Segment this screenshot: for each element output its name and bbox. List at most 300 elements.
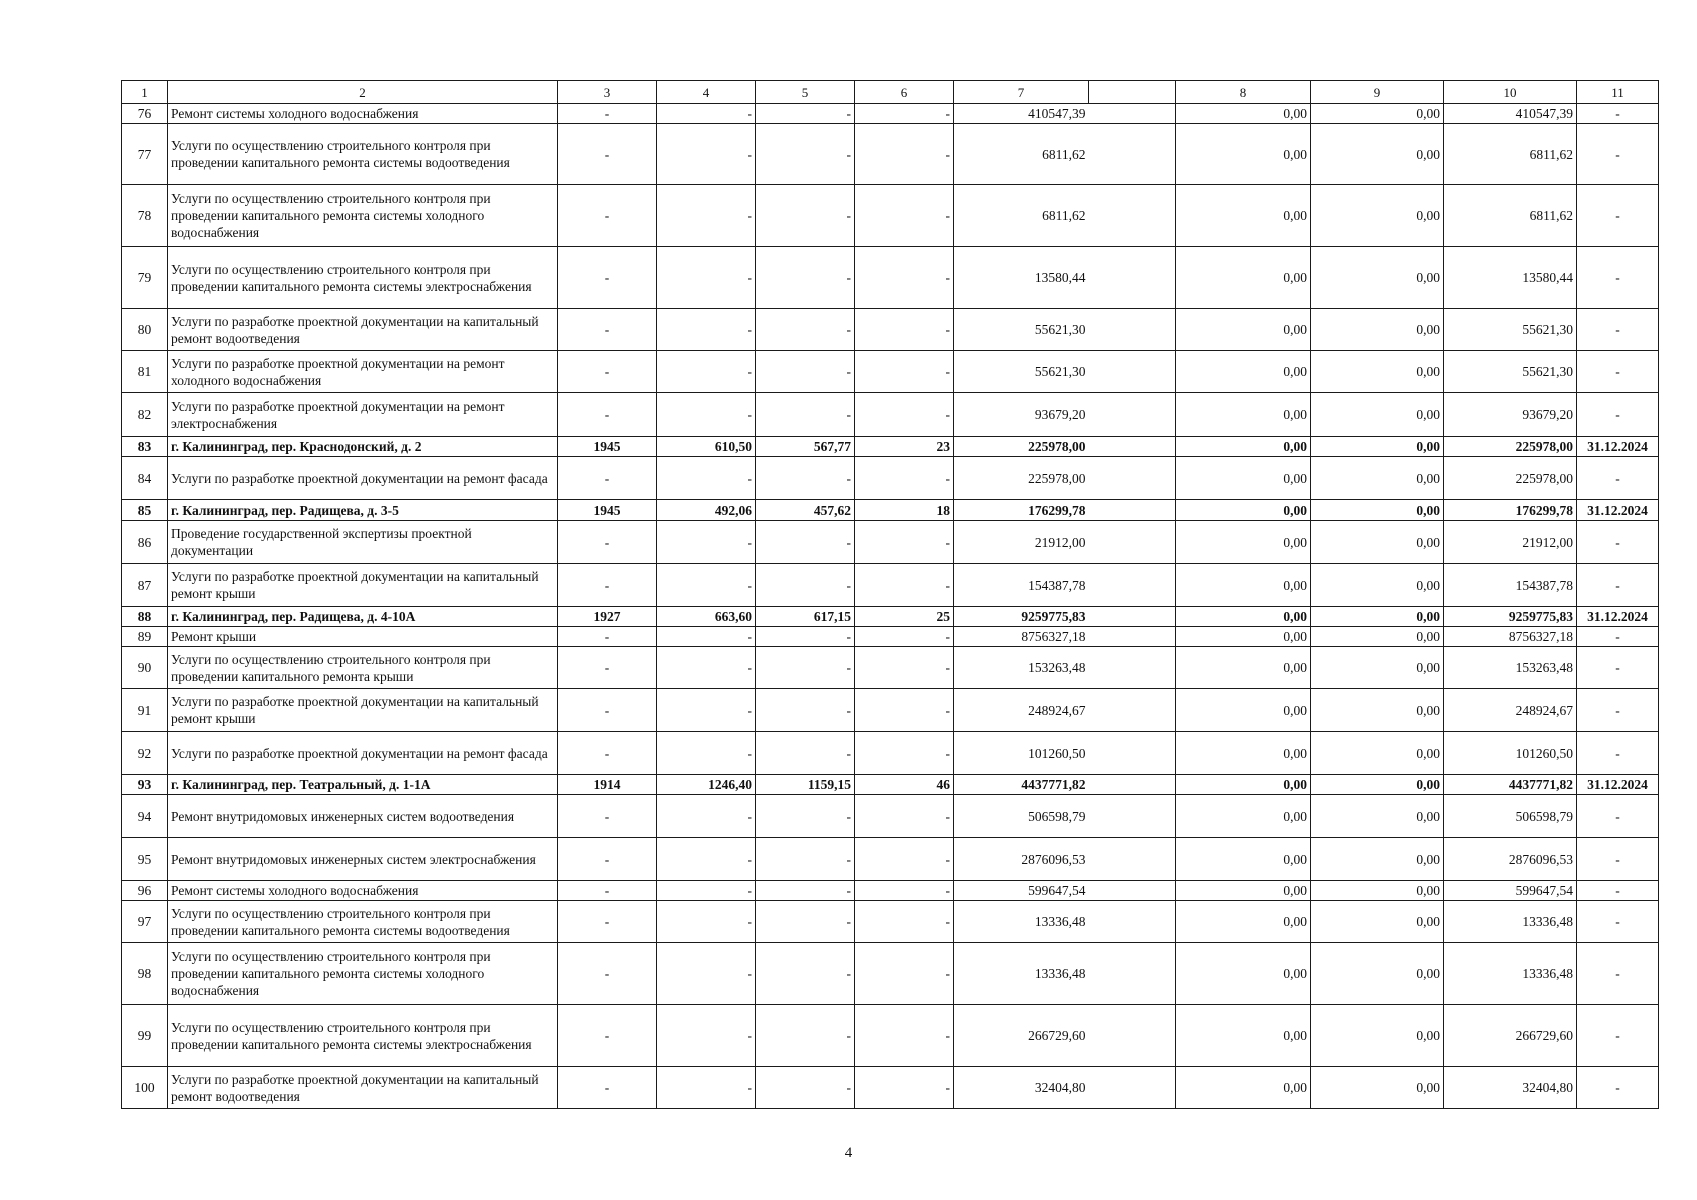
cell-col-9: 0,00: [1311, 500, 1444, 521]
cell-col-8: 0,00: [1176, 1067, 1311, 1109]
cell-col-3: 1945: [558, 437, 657, 457]
cell-col-10: 599647,54: [1444, 881, 1577, 901]
cell-col-3: -: [558, 104, 657, 124]
cell-col-9: 0,00: [1311, 689, 1444, 732]
table-row: [122, 351, 1659, 393]
cell-col-7: 55621,30: [954, 351, 1089, 393]
cell-col-10: 176299,78: [1444, 500, 1577, 521]
cell-col-5: -: [756, 521, 855, 564]
cell-col-10: 410547,39: [1444, 104, 1577, 124]
col-header-3: 3: [558, 81, 657, 104]
cell-col-3: -: [558, 943, 657, 1005]
row-number: 81: [122, 351, 168, 393]
cell-col-7: 506598,79: [954, 795, 1089, 838]
table-row: [122, 104, 1659, 124]
cell-col-5: -: [756, 1067, 855, 1109]
cell-col-5: -: [756, 393, 855, 437]
cell-col-6: -: [855, 901, 954, 943]
cell-col-6: 25: [855, 607, 954, 627]
cell-col-7: 154387,78: [954, 564, 1089, 607]
cell-spacer: [1089, 521, 1176, 564]
cell-col-8: 0,00: [1176, 437, 1311, 457]
cell-col-6: 46: [855, 775, 954, 795]
cell-col-3: -: [558, 564, 657, 607]
cell-spacer: [1089, 124, 1176, 185]
cell-col-5: -: [756, 247, 855, 309]
cell-col-6: -: [855, 943, 954, 1005]
cell-col-6: -: [855, 351, 954, 393]
cell-col-11: -: [1577, 838, 1659, 881]
cell-col-7: 225978,00: [954, 437, 1089, 457]
cell-col-9: 0,00: [1311, 838, 1444, 881]
cell-col-10: 55621,30: [1444, 309, 1577, 351]
cell-col-10: 101260,50: [1444, 732, 1577, 775]
cell-col-6: 23: [855, 437, 954, 457]
cell-col-10: 13336,48: [1444, 943, 1577, 1005]
row-number: 80: [122, 309, 168, 351]
cell-col-7: 55621,30: [954, 309, 1089, 351]
cell-col-9: 0,00: [1311, 185, 1444, 247]
cell-col-8: 0,00: [1176, 881, 1311, 901]
row-description: г. Калининград, пер. Радищева, д. 4-10А: [168, 607, 558, 627]
cell-spacer: [1089, 1067, 1176, 1109]
row-description: Услуги по осуществлению строительного контроля при проведении капитального ремонта системы холодного водоснабжения: [168, 185, 558, 247]
cell-col-9: 0,00: [1311, 351, 1444, 393]
cell-col-9: 0,00: [1311, 124, 1444, 185]
cell-col-9: 0,00: [1311, 393, 1444, 437]
cell-col-3: -: [558, 351, 657, 393]
cell-col-6: -: [855, 521, 954, 564]
cell-col-5: -: [756, 943, 855, 1005]
cell-spacer: [1089, 104, 1176, 124]
row-description: Услуги по осуществлению строительного контроля при проведении капитального ремонта системы водоотведения: [168, 901, 558, 943]
row-number: 95: [122, 838, 168, 881]
table-row: [122, 647, 1659, 689]
row-description: Услуги по осуществлению строительного контроля при проведении капитального ремонта системы холодного водоснабжения: [168, 943, 558, 1005]
cell-col-11: -: [1577, 185, 1659, 247]
cell-col-11: 31.12.2024: [1577, 775, 1659, 795]
row-description: Услуги по осуществлению строительного контроля при проведении капитального ремонта системы электроснабжения: [168, 247, 558, 309]
cell-col-10: 9259775,83: [1444, 607, 1577, 627]
cell-col-9: 0,00: [1311, 309, 1444, 351]
cell-col-10: 506598,79: [1444, 795, 1577, 838]
cell-col-5: -: [756, 457, 855, 500]
cell-col-5: -: [756, 104, 855, 124]
cell-col-6: -: [855, 1005, 954, 1067]
row-description: Ремонт внутридомовых инженерных систем электроснабжения: [168, 838, 558, 881]
cell-col-10: 266729,60: [1444, 1005, 1577, 1067]
cell-col-8: 0,00: [1176, 124, 1311, 185]
cell-col-3: -: [558, 309, 657, 351]
cell-col-7: 9259775,83: [954, 607, 1089, 627]
cell-col-7: 410547,39: [954, 104, 1089, 124]
row-number: 92: [122, 732, 168, 775]
cell-col-9: 0,00: [1311, 564, 1444, 607]
cell-col-6: -: [855, 564, 954, 607]
row-number: 88: [122, 607, 168, 627]
cell-col-9: 0,00: [1311, 775, 1444, 795]
cell-col-11: -: [1577, 1005, 1659, 1067]
col-header-4: 4: [657, 81, 756, 104]
cell-col-11: -: [1577, 393, 1659, 437]
cell-col-6: -: [855, 247, 954, 309]
cell-col-8: 0,00: [1176, 521, 1311, 564]
page-number: 4: [844, 1145, 853, 1161]
cell-col-4: -: [657, 795, 756, 838]
table-row: [122, 689, 1659, 732]
cell-col-4: -: [657, 901, 756, 943]
cell-col-8: 0,00: [1176, 775, 1311, 795]
table-row: [122, 521, 1659, 564]
header-row: [122, 81, 1659, 104]
cell-col-3: -: [558, 185, 657, 247]
cell-col-5: -: [756, 901, 855, 943]
cell-col-6: -: [855, 689, 954, 732]
row-description: Ремонт крыши: [168, 627, 558, 647]
row-number: 84: [122, 457, 168, 500]
cell-col-5: -: [756, 309, 855, 351]
cell-col-8: 0,00: [1176, 457, 1311, 500]
cell-col-4: -: [657, 1005, 756, 1067]
row-number: 87: [122, 564, 168, 607]
cell-col-4: -: [657, 521, 756, 564]
cell-col-11: -: [1577, 521, 1659, 564]
cell-col-3: -: [558, 838, 657, 881]
cell-col-8: 0,00: [1176, 627, 1311, 647]
row-number: 98: [122, 943, 168, 1005]
cell-col-7: 32404,80: [954, 1067, 1089, 1109]
row-description: Услуги по разработке проектной документации на капитальный ремонт водоотведения: [168, 1067, 558, 1109]
row-number: 97: [122, 901, 168, 943]
cell-col-6: -: [855, 838, 954, 881]
col-header-11: 11: [1577, 81, 1659, 104]
row-description: Услуги по разработке проектной документации на ремонт фасада: [168, 457, 558, 500]
cell-spacer: [1089, 500, 1176, 521]
cell-col-10: 153263,48: [1444, 647, 1577, 689]
cell-col-10: 6811,62: [1444, 124, 1577, 185]
cell-spacer: [1089, 775, 1176, 795]
cell-col-8: 0,00: [1176, 838, 1311, 881]
table-row: [122, 901, 1659, 943]
row-description: Услуги по разработке проектной документации на ремонт холодного водоснабжения: [168, 351, 558, 393]
cell-col-11: -: [1577, 351, 1659, 393]
table-row: [122, 1067, 1659, 1109]
cell-col-3: 1927: [558, 607, 657, 627]
cell-col-6: 18: [855, 500, 954, 521]
cell-col-10: 225978,00: [1444, 457, 1577, 500]
cell-col-4: -: [657, 943, 756, 1005]
cell-col-10: 55621,30: [1444, 351, 1577, 393]
cell-col-8: 0,00: [1176, 943, 1311, 1005]
cell-col-6: -: [855, 1067, 954, 1109]
cell-spacer: [1089, 607, 1176, 627]
col-header-9: 9: [1311, 81, 1444, 104]
table-row: [122, 627, 1659, 647]
row-description: Услуги по разработке проектной документации на капитальный ремонт крыши: [168, 564, 558, 607]
cell-col-10: 248924,67: [1444, 689, 1577, 732]
cell-col-4: -: [657, 732, 756, 775]
cell-col-8: 0,00: [1176, 1005, 1311, 1067]
cell-col-4: -: [657, 309, 756, 351]
cell-col-10: 154387,78: [1444, 564, 1577, 607]
row-description: Услуги по осуществлению строительного контроля при проведении капитального ремонта крыши: [168, 647, 558, 689]
row-description: Ремонт внутридомовых инженерных систем водоотведения: [168, 795, 558, 838]
cell-col-4: -: [657, 185, 756, 247]
cell-col-9: 0,00: [1311, 457, 1444, 500]
cell-col-8: 0,00: [1176, 185, 1311, 247]
address-row: [122, 607, 1659, 627]
cell-col-11: -: [1577, 881, 1659, 901]
cell-col-11: -: [1577, 564, 1659, 607]
cell-col-11: -: [1577, 104, 1659, 124]
cell-col-7: 266729,60: [954, 1005, 1089, 1067]
cell-col-8: 0,00: [1176, 901, 1311, 943]
cell-col-5: 617,15: [756, 607, 855, 627]
cell-col-6: -: [855, 881, 954, 901]
row-number: 77: [122, 124, 168, 185]
cell-col-11: -: [1577, 689, 1659, 732]
row-description: г. Калининград, пер. Театральный, д. 1-1А: [168, 775, 558, 795]
cell-col-7: 6811,62: [954, 185, 1089, 247]
cell-col-6: -: [855, 104, 954, 124]
cell-col-11: 31.12.2024: [1577, 607, 1659, 627]
cell-col-3: -: [558, 647, 657, 689]
cell-col-11: -: [1577, 457, 1659, 500]
cell-col-11: -: [1577, 124, 1659, 185]
cell-col-4: -: [657, 838, 756, 881]
row-number: 83: [122, 437, 168, 457]
cell-col-5: -: [756, 881, 855, 901]
table-row: [122, 457, 1659, 500]
cell-spacer: [1089, 564, 1176, 607]
data-table: [121, 80, 1659, 1109]
cell-spacer: [1089, 393, 1176, 437]
cell-spacer: [1089, 457, 1176, 500]
cell-col-5: 567,77: [756, 437, 855, 457]
cell-col-3: -: [558, 1067, 657, 1109]
cell-col-4: -: [657, 124, 756, 185]
cell-col-5: -: [756, 795, 855, 838]
col-header-7: 7: [954, 81, 1089, 104]
cell-col-7: 13580,44: [954, 247, 1089, 309]
cell-col-11: -: [1577, 901, 1659, 943]
cell-spacer: [1089, 732, 1176, 775]
cell-col-4: 1246,40: [657, 775, 756, 795]
col-header-8: 8: [1176, 81, 1311, 104]
cell-col-5: -: [756, 838, 855, 881]
cell-spacer: [1089, 247, 1176, 309]
cell-col-9: 0,00: [1311, 521, 1444, 564]
row-number: 89: [122, 627, 168, 647]
cell-col-4: -: [657, 627, 756, 647]
cell-spacer: [1089, 627, 1176, 647]
cell-col-5: -: [756, 689, 855, 732]
cell-col-4: -: [657, 647, 756, 689]
cell-col-10: 8756327,18: [1444, 627, 1577, 647]
cell-col-4: -: [657, 351, 756, 393]
table-row: [122, 309, 1659, 351]
cell-col-8: 0,00: [1176, 309, 1311, 351]
row-description: Услуги по разработке проектной документации на ремонт фасада: [168, 732, 558, 775]
cell-spacer: [1089, 943, 1176, 1005]
row-number: 90: [122, 647, 168, 689]
row-number: 82: [122, 393, 168, 437]
cell-col-7: 8756327,18: [954, 627, 1089, 647]
row-description: Проведение государственной экспертизы проектной документации: [168, 521, 558, 564]
cell-col-6: -: [855, 124, 954, 185]
cell-col-9: 0,00: [1311, 437, 1444, 457]
cell-col-5: 1159,15: [756, 775, 855, 795]
cell-col-7: 13336,48: [954, 901, 1089, 943]
cell-col-3: -: [558, 881, 657, 901]
cell-col-5: -: [756, 627, 855, 647]
col-header-5: 5: [756, 81, 855, 104]
col-header-spacer: [1089, 81, 1176, 104]
row-number: 79: [122, 247, 168, 309]
cell-col-7: 225978,00: [954, 457, 1089, 500]
cell-col-9: 0,00: [1311, 943, 1444, 1005]
cell-col-10: 21912,00: [1444, 521, 1577, 564]
cell-col-7: 153263,48: [954, 647, 1089, 689]
row-description: Ремонт системы холодного водоснабжения: [168, 104, 558, 124]
cell-col-11: -: [1577, 943, 1659, 1005]
cell-col-11: -: [1577, 1067, 1659, 1109]
cell-col-4: -: [657, 1067, 756, 1109]
cell-col-9: 0,00: [1311, 104, 1444, 124]
row-description: г. Калининград, пер. Радищева, д. 3-5: [168, 500, 558, 521]
cell-col-3: -: [558, 901, 657, 943]
row-number: 76: [122, 104, 168, 124]
cell-col-7: 4437771,82: [954, 775, 1089, 795]
row-number: 94: [122, 795, 168, 838]
cell-col-8: 0,00: [1176, 104, 1311, 124]
cell-col-3: -: [558, 247, 657, 309]
cell-spacer: [1089, 437, 1176, 457]
cell-col-10: 225978,00: [1444, 437, 1577, 457]
cell-col-5: -: [756, 124, 855, 185]
cell-col-11: -: [1577, 795, 1659, 838]
cell-col-8: 0,00: [1176, 647, 1311, 689]
cell-col-11: -: [1577, 309, 1659, 351]
cell-col-8: 0,00: [1176, 564, 1311, 607]
cell-col-4: -: [657, 457, 756, 500]
cell-col-3: -: [558, 521, 657, 564]
row-number: 100: [122, 1067, 168, 1109]
cell-spacer: [1089, 795, 1176, 838]
cell-col-8: 0,00: [1176, 732, 1311, 775]
cell-col-10: 2876096,53: [1444, 838, 1577, 881]
cell-spacer: [1089, 901, 1176, 943]
cell-col-8: 0,00: [1176, 689, 1311, 732]
cell-spacer: [1089, 881, 1176, 901]
row-number: 93: [122, 775, 168, 795]
cell-col-3: -: [558, 124, 657, 185]
cell-col-6: -: [855, 732, 954, 775]
cell-col-4: -: [657, 104, 756, 124]
cell-col-8: 0,00: [1176, 393, 1311, 437]
cell-col-4: 492,06: [657, 500, 756, 521]
cell-col-8: 0,00: [1176, 247, 1311, 309]
row-number: 78: [122, 185, 168, 247]
row-description: Услуги по осуществлению строительного контроля при проведении капитального ремонта системы водоотведения: [168, 124, 558, 185]
row-description: Ремонт системы холодного водоснабжения: [168, 881, 558, 901]
cell-col-3: 1945: [558, 500, 657, 521]
cell-col-9: 0,00: [1311, 795, 1444, 838]
cell-col-6: -: [855, 393, 954, 437]
cell-col-6: -: [855, 309, 954, 351]
cell-spacer: [1089, 1005, 1176, 1067]
cell-col-7: 2876096,53: [954, 838, 1089, 881]
cell-col-3: -: [558, 627, 657, 647]
cell-col-11: 31.12.2024: [1577, 500, 1659, 521]
cell-col-4: -: [657, 881, 756, 901]
cell-col-6: -: [855, 795, 954, 838]
cell-col-10: 32404,80: [1444, 1067, 1577, 1109]
col-header-2: 2: [168, 81, 558, 104]
col-header-1: 1: [122, 81, 168, 104]
cell-col-7: 13336,48: [954, 943, 1089, 1005]
table-row: [122, 564, 1659, 607]
cell-col-3: -: [558, 1005, 657, 1067]
col-header-10: 10: [1444, 81, 1577, 104]
table-row: [122, 1005, 1659, 1067]
cell-col-3: 1914: [558, 775, 657, 795]
cell-col-4: 663,60: [657, 607, 756, 627]
cell-col-3: -: [558, 457, 657, 500]
cell-col-5: -: [756, 732, 855, 775]
cell-col-7: 248924,67: [954, 689, 1089, 732]
row-number: 85: [122, 500, 168, 521]
cell-col-6: -: [855, 647, 954, 689]
row-description: Услуги по разработке проектной документации на ремонт электроснабжения: [168, 393, 558, 437]
row-description: г. Калининград, пер. Краснодонский, д. 2: [168, 437, 558, 457]
row-number: 91: [122, 689, 168, 732]
cell-col-11: -: [1577, 627, 1659, 647]
cell-col-9: 0,00: [1311, 881, 1444, 901]
row-description: Услуги по разработке проектной документации на капитальный ремонт крыши: [168, 689, 558, 732]
cell-col-5: -: [756, 647, 855, 689]
cell-col-11: -: [1577, 247, 1659, 309]
cell-col-4: -: [657, 247, 756, 309]
cell-col-7: 599647,54: [954, 881, 1089, 901]
row-number: 99: [122, 1005, 168, 1067]
cell-col-10: 13580,44: [1444, 247, 1577, 309]
cell-col-3: -: [558, 795, 657, 838]
table-row: [122, 185, 1659, 247]
cell-col-5: -: [756, 185, 855, 247]
cell-col-9: 0,00: [1311, 732, 1444, 775]
cell-col-5: 457,62: [756, 500, 855, 521]
cell-col-9: 0,00: [1311, 627, 1444, 647]
cell-spacer: [1089, 647, 1176, 689]
row-description: Услуги по осуществлению строительного контроля при проведении капитального ремонта системы электроснабжения: [168, 1005, 558, 1067]
cell-spacer: [1089, 351, 1176, 393]
cell-col-10: 4437771,82: [1444, 775, 1577, 795]
cell-spacer: [1089, 689, 1176, 732]
cell-col-8: 0,00: [1176, 795, 1311, 838]
cell-col-4: -: [657, 564, 756, 607]
address-row: [122, 775, 1659, 795]
cell-spacer: [1089, 185, 1176, 247]
cell-col-7: 176299,78: [954, 500, 1089, 521]
table-row: [122, 247, 1659, 309]
col-header-6: 6: [855, 81, 954, 104]
cell-col-5: -: [756, 351, 855, 393]
row-number: 86: [122, 521, 168, 564]
cell-col-6: -: [855, 627, 954, 647]
cell-col-8: 0,00: [1176, 351, 1311, 393]
cell-col-5: -: [756, 1005, 855, 1067]
